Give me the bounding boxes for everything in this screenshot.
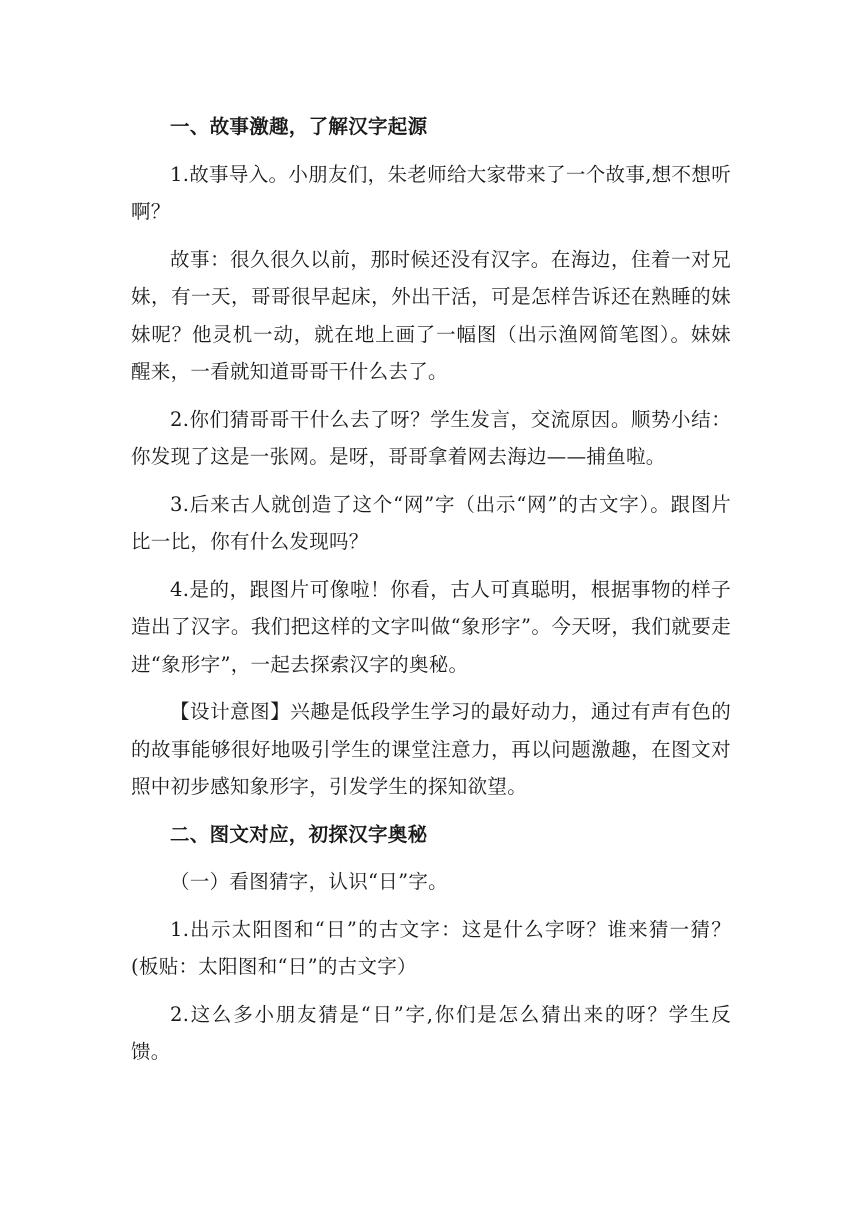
paragraph-pictograph: 4.是的，跟图片可像啦！你看，古人可真聪明，根据事物的样子造出了汉字。我们把这样的文字叫做“象形字”。今天呀，我们就要走进“象形字”，一起去探索汉字的奥秘。 [131, 577, 731, 676]
paragraph-guess: 2.你们猜哥哥干什么去了呀？学生发言，交流原因。顺势小结：你发现了这是一张网。是呀，哥哥拿着网去海边——捕鱼啦。 [131, 407, 731, 468]
paragraph-story: 故事：很久很久以前，那时候还没有汉字。在海边，住着一对兄妹，有一天，哥哥很早起床，外出干活，可是怎样告诉还在熟睡的妹妹呢？他灵机一动，就在地上画了一幅图（出示渔网简笔图）。妹妹醒来，一看就知道哥哥干什么去了。 [131, 247, 731, 383]
paragraph-ancient-char: 3.后来古人就创造了这个“网”字（出示“网”的古文字）。跟图片比一比，你有什么发现吗？ [131, 492, 731, 553]
subsection-heading: （一）看图猜字，认识“日”字。 [170, 870, 448, 893]
paragraph-story-intro: 1.故事导入。小朋友们，朱老师给大家带来了一个故事,想不想听啊？ [131, 162, 731, 223]
document-page [131, 108, 731, 1081]
paragraph-feedback: 2.这么多小朋友猜是“日”字,你们是怎么猜出来的呀？学生反馈。 [131, 1002, 731, 1063]
paragraph-design-intent: 【设计意图】兴趣是低段学生学习的最好动力，通过有声有色的的故事能够很好地吸引学生的课堂注意力，再以问题激趣，在图文对照中初步感知象形字，引发学生的探知欲望。 [131, 700, 731, 798]
paragraph-sun-char: 1.出示太阳图和“日”的古文字：这是什么字呀？谁来猜一猜？(板贴：太阳图和“日”的古文字） [131, 917, 731, 978]
section-heading-1: 一、故事激趣，了解汉字起源 [170, 115, 428, 138]
section-heading-2: 二、图文对应，初探汉字奥秘 [170, 822, 428, 846]
